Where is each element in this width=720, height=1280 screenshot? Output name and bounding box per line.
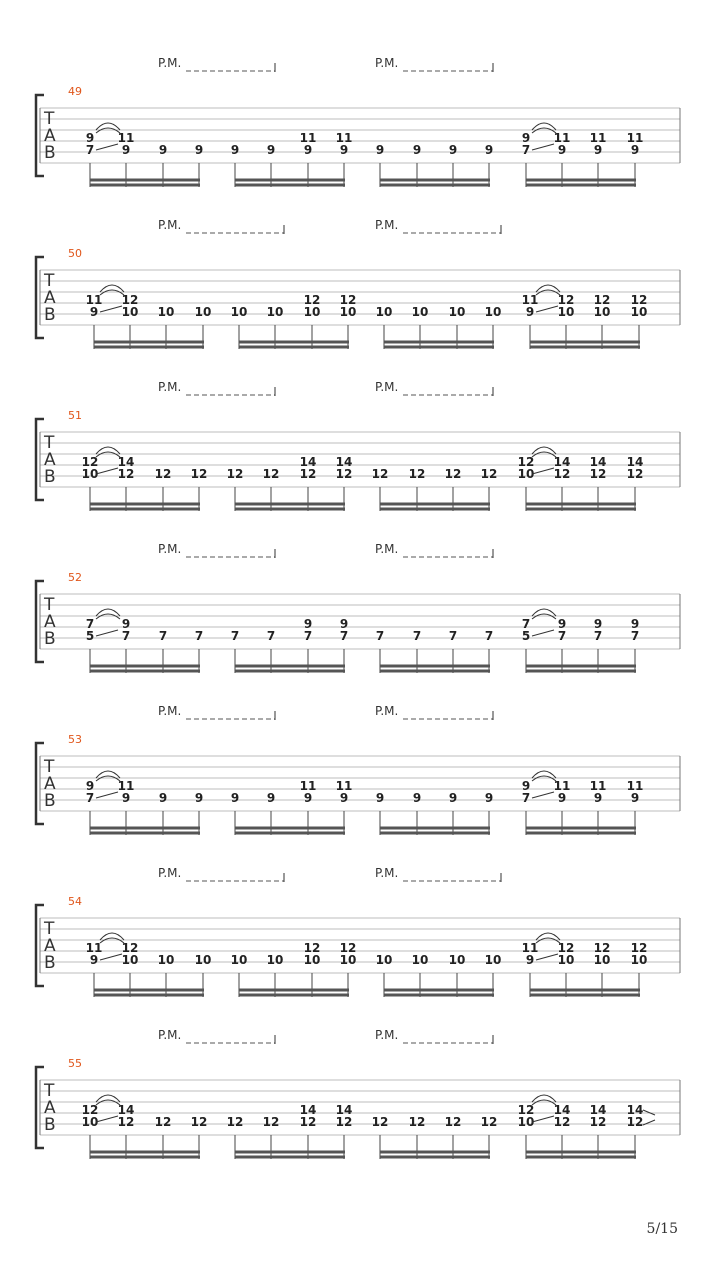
hammer-on-arc [532,1095,556,1102]
fret-number: 12 [226,1115,244,1129]
fret-number: 5 [85,629,95,643]
palm-mute-label: P.M. [375,704,399,718]
tab-system [36,1028,680,1159]
fret-number: 12 [190,467,208,481]
fret-number: 9 [593,143,603,157]
fret-number: 14 [626,455,644,469]
page-number: 5/15 [646,1221,678,1237]
fret-number: 12 [303,941,321,955]
measure-number: 49 [68,85,82,98]
fret-number: 12 [593,293,611,307]
fret-number: 9 [375,791,385,805]
fret-number: 12 [303,293,321,307]
fret-number: 7 [266,629,276,643]
tab-system [36,866,680,997]
fret-number: 10 [230,305,248,319]
fret-number: 9 [230,791,240,805]
fret-number: 10 [517,1115,535,1129]
fret-number: 14 [553,1103,571,1117]
fret-number: 7 [521,143,531,157]
fret-number: 9 [89,305,99,319]
hammer-on-arc [532,771,556,778]
hammer-on-arc [532,123,556,130]
slide-line [532,468,554,474]
fret-number: 7 [121,629,131,643]
fret-number: 7 [448,629,458,643]
fret-number: 12 [371,467,389,481]
fret-number: 12 [81,455,99,469]
measure-number: 54 [68,895,82,908]
palm-mute-label: P.M. [375,218,399,232]
slide-line [532,630,554,636]
fret-number: 9 [525,953,535,967]
fret-number: 10 [303,305,321,319]
fret-number: 7 [484,629,494,643]
palm-mute-label: P.M. [375,1028,399,1042]
palm-mute-label: P.M. [158,866,182,880]
fret-number: 14 [335,1103,353,1117]
fret-number: 10 [557,305,575,319]
fret-number: 7 [194,629,204,643]
fret-number: 12 [226,467,244,481]
fret-number: 11 [299,779,317,793]
fret-number: 12 [154,467,172,481]
tab-system [36,218,680,349]
slide-line [96,792,118,798]
measure-number: 50 [68,247,82,260]
fret-number: 7 [339,629,349,643]
fret-number: 10 [448,305,466,319]
measure-number: 55 [68,1057,82,1070]
fret-number: 12 [339,941,357,955]
measure-number: 52 [68,571,82,584]
slide-line [100,954,122,960]
fret-number: 12 [299,1115,317,1129]
fret-number: 10 [593,953,611,967]
slide-line [532,792,554,798]
fret-number: 9 [557,143,567,157]
fret-number: 11 [553,779,571,793]
fret-number: 11 [521,293,539,307]
tab-clef-b: B [44,143,56,163]
fret-number: 9 [266,791,276,805]
palm-mute-label: P.M. [158,218,182,232]
fret-number: 7 [521,791,531,805]
fret-number: 9 [85,131,95,145]
fret-number: 7 [412,629,422,643]
fret-number: 9 [303,143,313,157]
fret-number: 10 [157,953,175,967]
slide-line [96,144,118,150]
fret-number: 11 [626,779,644,793]
fret-number: 10 [230,953,248,967]
hammer-on-arc [96,1095,120,1102]
fret-number: 12 [630,941,648,955]
fret-number: 9 [557,617,567,631]
measure-number: 51 [68,409,82,422]
fret-number: 9 [630,617,640,631]
tab-clef-b: B [44,791,56,811]
fret-number: 12 [408,1115,426,1129]
tab-clef-b: B [44,1115,56,1135]
measure-number: 53 [68,733,82,746]
fret-number: 10 [630,305,648,319]
fret-number: 10 [484,953,502,967]
fret-number: 12 [154,1115,172,1129]
fret-number: 9 [484,791,494,805]
fret-number: 12 [626,1115,644,1129]
hammer-on-arc [100,933,124,940]
fret-number: 7 [85,617,95,631]
fret-number: 14 [553,455,571,469]
fret-number: 10 [517,467,535,481]
fret-number: 7 [85,791,95,805]
fret-number: 11 [589,779,607,793]
slide-line [536,306,558,312]
fret-number: 9 [448,143,458,157]
fret-number: 7 [158,629,168,643]
fret-number: 11 [85,941,103,955]
tab-clef-a: A [44,126,56,146]
fret-number: 12 [589,467,607,481]
fret-number: 10 [194,953,212,967]
fret-number: 12 [121,941,139,955]
fret-number: 14 [589,455,607,469]
fret-number: 7 [375,629,385,643]
fret-number: 9 [339,143,349,157]
fret-number: 10 [194,305,212,319]
slide-line [532,144,554,150]
tab-system [36,380,680,511]
fret-number: 10 [266,953,284,967]
tab-clef-a: A [44,774,56,794]
hammer-on-arc [96,771,120,778]
fret-number: 9 [85,779,95,793]
fret-number: 11 [335,779,353,793]
fret-number: 9 [339,617,349,631]
tab-clef-b: B [44,305,56,325]
slide-line [96,468,118,474]
slide-line [532,1116,554,1122]
fret-number: 12 [557,293,575,307]
fret-number: 9 [194,143,204,157]
fret-number: 11 [335,131,353,145]
fret-number: 10 [375,953,393,967]
palm-mute-label: P.M. [158,542,182,556]
fret-number: 9 [557,791,567,805]
fret-number: 14 [117,1103,135,1117]
fret-number: 9 [194,791,204,805]
fret-number: 10 [339,953,357,967]
fret-number: 9 [121,143,131,157]
palm-mute-label: P.M. [375,56,399,70]
fret-number: 7 [521,617,531,631]
tab-system [36,704,680,835]
fret-number: 12 [444,1115,462,1129]
fret-number: 9 [521,779,531,793]
tab-clef-t: T [44,919,55,939]
fret-number: 10 [593,305,611,319]
tab-clef-b: B [44,953,56,973]
fret-number: 9 [593,791,603,805]
palm-mute-label: P.M. [158,380,182,394]
fret-number: 9 [525,305,535,319]
fret-number: 12 [190,1115,208,1129]
tab-clef-t: T [44,433,55,453]
fret-number: 11 [589,131,607,145]
fret-number: 9 [158,791,168,805]
fret-number: 7 [630,629,640,643]
fret-number: 7 [230,629,240,643]
fret-number: 9 [448,791,458,805]
fret-number: 12 [117,1115,135,1129]
fret-number: 10 [411,953,429,967]
fret-number: 9 [412,143,422,157]
palm-mute-label: P.M. [375,380,399,394]
fret-number: 11 [117,131,135,145]
slide-line [96,1116,118,1122]
fret-number: 7 [593,629,603,643]
fret-number: 9 [230,143,240,157]
fret-number: 9 [630,143,640,157]
tab-clef-t: T [44,757,55,777]
hammer-on-arc [536,285,560,292]
fret-number: 12 [557,941,575,955]
slide-line [100,306,122,312]
tab-clef-t: T [44,1081,55,1101]
fret-number: 10 [448,953,466,967]
fret-number: 12 [630,293,648,307]
tab-clef-t: T [44,271,55,291]
fret-number: 10 [266,305,284,319]
tab-clef-a: A [44,612,56,632]
fret-number: 10 [411,305,429,319]
fret-number: 11 [521,941,539,955]
fret-number: 9 [89,953,99,967]
fret-number: 9 [630,791,640,805]
hammer-on-arc [96,447,120,454]
fret-number: 12 [335,1115,353,1129]
tab-clef-t: T [44,595,55,615]
fret-number: 12 [262,1115,280,1129]
fret-number: 12 [335,467,353,481]
fret-number: 7 [85,143,95,157]
fret-number: 9 [121,617,131,631]
tab-clef-a: A [44,450,56,470]
hammer-on-arc [96,609,120,616]
tab-clef-t: T [44,109,55,129]
slide-line [96,630,118,636]
fret-number: 10 [339,305,357,319]
fret-number: 12 [299,467,317,481]
fret-number: 14 [299,455,317,469]
hammer-on-arc [532,447,556,454]
fret-number: 10 [81,467,99,481]
fret-number: 14 [299,1103,317,1117]
fret-number: 10 [121,953,139,967]
tab-system [36,56,680,187]
fret-number: 10 [630,953,648,967]
tab-clef-a: A [44,288,56,308]
fret-number: 12 [517,1103,535,1117]
fret-number: 12 [626,467,644,481]
fret-number: 12 [553,467,571,481]
hammer-on-arc [536,933,560,940]
fret-number: 9 [158,143,168,157]
tab-clef-a: A [44,936,56,956]
fret-number: 10 [375,305,393,319]
fret-number: 12 [339,293,357,307]
slide-line [536,954,558,960]
fret-number: 9 [593,617,603,631]
fret-number: 12 [589,1115,607,1129]
fret-number: 9 [339,791,349,805]
tab-clef-a: A [44,1098,56,1118]
fret-number: 9 [303,617,313,631]
fret-number: 12 [262,467,280,481]
fret-number: 7 [557,629,567,643]
fret-number: 9 [375,143,385,157]
hammer-on-arc [532,609,556,616]
fret-number: 11 [626,131,644,145]
fret-number: 14 [626,1103,644,1117]
fret-number: 9 [266,143,276,157]
fret-number: 12 [371,1115,389,1129]
fret-number: 12 [553,1115,571,1129]
fret-number: 10 [303,953,321,967]
hammer-on-arc [100,285,124,292]
fret-number: 14 [589,1103,607,1117]
tab-system [36,542,680,673]
fret-number: 5 [521,629,531,643]
fret-number: 11 [299,131,317,145]
fret-number: 12 [444,467,462,481]
palm-mute-label: P.M. [158,704,182,718]
fret-number: 10 [484,305,502,319]
fret-number: 11 [85,293,103,307]
fret-number: 9 [412,791,422,805]
palm-mute-label: P.M. [158,1028,182,1042]
fret-number: 12 [117,467,135,481]
fret-number: 10 [121,305,139,319]
fret-number: 14 [117,455,135,469]
fret-number: 9 [484,143,494,157]
palm-mute-label: P.M. [375,542,399,556]
tab-clef-b: B [44,467,56,487]
fret-number: 12 [593,941,611,955]
fret-number: 12 [517,455,535,469]
fret-number: 9 [521,131,531,145]
fret-number: 12 [81,1103,99,1117]
fret-number: 10 [557,953,575,967]
tab-clef-b: B [44,629,56,649]
palm-mute-label: P.M. [375,866,399,880]
fret-number: 9 [303,791,313,805]
fret-number: 11 [553,131,571,145]
fret-number: 10 [81,1115,99,1129]
fret-number: 7 [303,629,313,643]
fret-number: 14 [335,455,353,469]
fret-number: 11 [117,779,135,793]
fret-number: 12 [408,467,426,481]
hammer-on-arc [96,123,120,130]
fret-number: 12 [480,1115,498,1129]
palm-mute-label: P.M. [158,56,182,70]
fret-number: 9 [121,791,131,805]
fret-number: 12 [480,467,498,481]
fret-number: 10 [157,305,175,319]
fret-number: 12 [121,293,139,307]
